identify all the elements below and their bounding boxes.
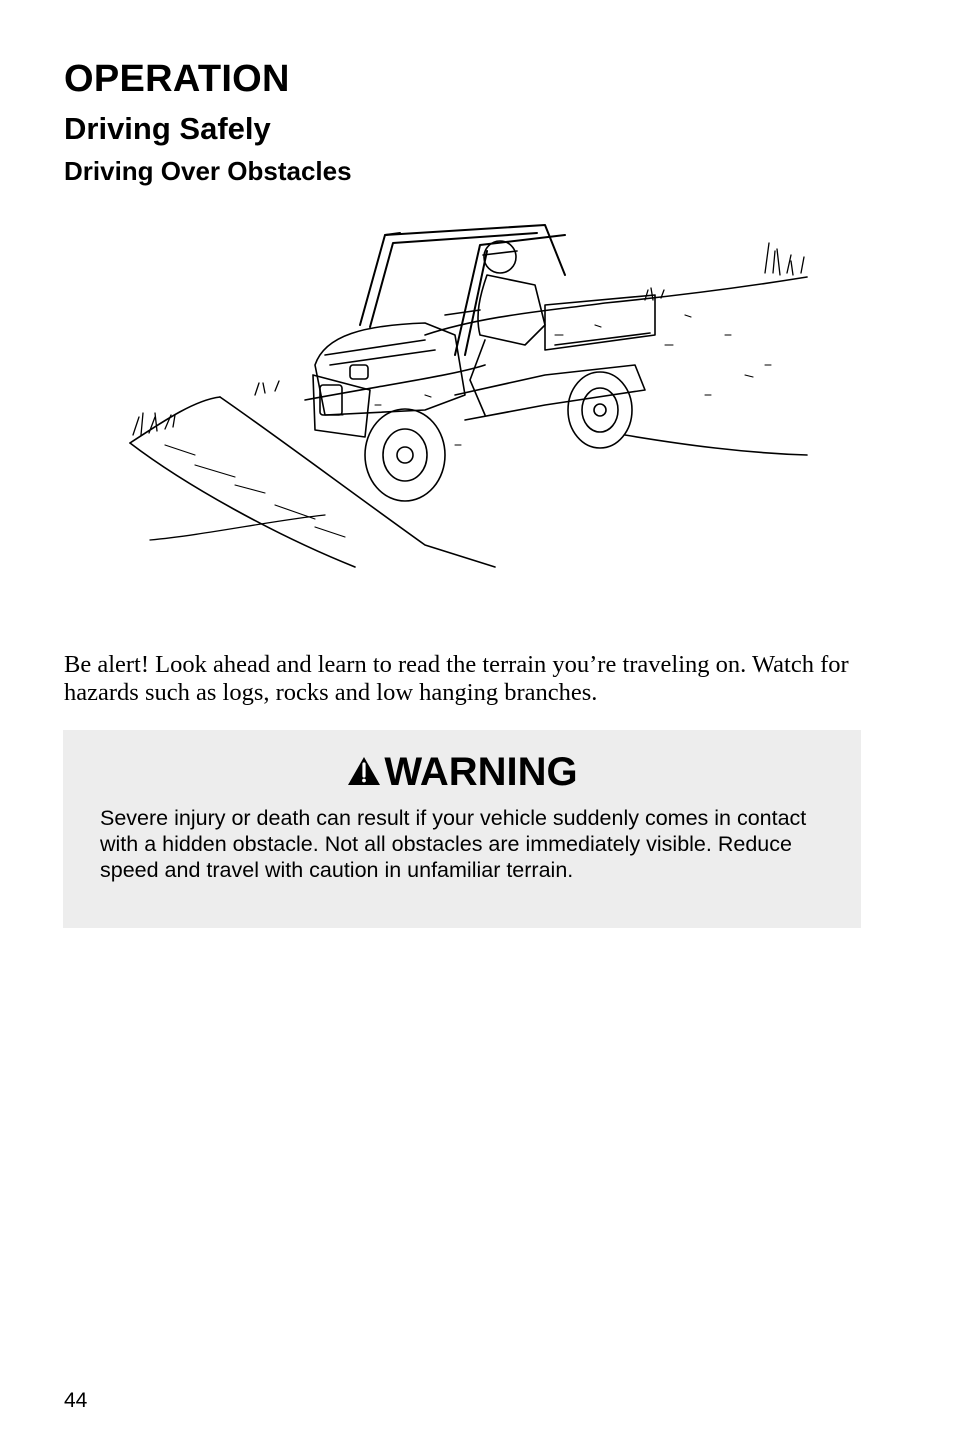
ground-right xyxy=(625,435,807,455)
driver xyxy=(445,241,545,415)
subsection-title: Driving Safely xyxy=(64,111,271,146)
utility-vehicle-illustration xyxy=(125,215,815,575)
front-wheel xyxy=(365,409,445,501)
hill-line xyxy=(425,277,807,335)
warning-label: WARNING xyxy=(384,750,578,794)
log xyxy=(130,397,495,567)
pebbles xyxy=(335,315,771,445)
warning-triangle-icon xyxy=(346,755,382,787)
warning-heading xyxy=(63,750,861,794)
warning-text: Severe injury or death can result if your vehicle suddenly comes in contact with a hidden obstacle. Not all obstacles are immediately visible. Reduce speed and travel with caution in unfamiliar terrain. xyxy=(100,806,807,882)
section-title: OPERATION xyxy=(64,58,290,100)
rear-wheel xyxy=(568,372,632,448)
page-number: 44 xyxy=(64,1389,88,1412)
body-paragraph: Be alert! Look ahead and learn to read the terrain you’re traveling on. Watch for hazards such as logs, rocks and low hanging branches. xyxy=(64,651,849,706)
warning-box xyxy=(63,730,861,928)
topic-title: Driving Over Obstacles xyxy=(64,156,352,186)
